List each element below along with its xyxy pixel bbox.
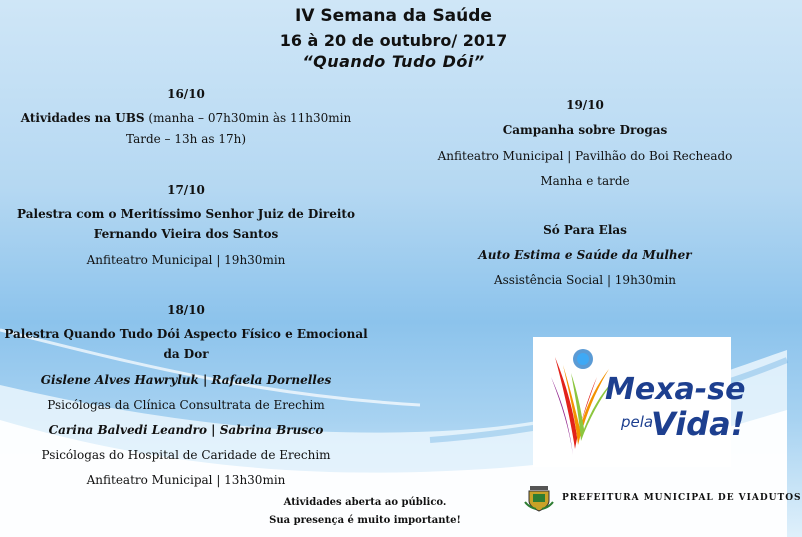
- day1-activity-title: Atividades na UBS: [20, 111, 145, 125]
- day2-title: Palestra com o Meritíssimo Senhor Juiz de Direito: [17, 207, 355, 221]
- municipal-coat-of-arms-icon: [524, 484, 554, 512]
- day2-date: 17/10: [167, 183, 205, 197]
- day4-date: 19/10: [566, 98, 604, 112]
- svg-text:Vida!: Vida!: [651, 405, 746, 443]
- day3-speakers-1: Gislene Alves Hawryluk | Rafaela Dornelles: [40, 373, 332, 387]
- day4-place: Anfiteatro Municipal | Pavilhão do Boi Recheado: [437, 149, 733, 163]
- day1-afternoon: Tarde – 13h as 17h): [126, 132, 246, 146]
- event-slogan: “Quando Tudo Dói”: [302, 52, 485, 71]
- day3-title: Palestra Quando Tudo Dói Aspecto Físico e Emocional: [4, 327, 368, 341]
- day3-place: Anfiteatro Municipal | 13h30min: [86, 473, 286, 487]
- svg-text:Mexa-se: Mexa-se: [605, 372, 746, 407]
- day3-role-1: Psicólogas da Clínica Consultrata de Erechim: [47, 398, 325, 412]
- prefeitura-signature: [524, 484, 802, 512]
- day3-date: 18/10: [167, 303, 205, 317]
- day3-role-2: Psicólogas do Hospital de Caridade de Erechim: [41, 448, 331, 462]
- day2-speaker: Fernando Vieira dos Santos: [93, 227, 279, 241]
- day5-subtitle: Auto Estima e Saúde da Mulher: [478, 248, 692, 262]
- day2-place: Anfiteatro Municipal | 19h30min: [86, 253, 286, 267]
- footer-public-notice: Atividades aberta ao público.: [283, 497, 447, 508]
- mexa-se-logo-icon: [533, 337, 746, 467]
- day5-place: Assistência Social | 19h30min: [493, 273, 677, 287]
- day1-activity: [0, 110, 372, 126]
- day4-title: Campanha sobre Drogas: [502, 123, 668, 137]
- day5-title: Só Para Elas: [543, 223, 627, 237]
- mexa-se-logo: [533, 337, 746, 467]
- event-dates: 16 à 20 de outubro/ 2017: [279, 31, 508, 50]
- day3-title-cont: da Dor: [163, 347, 209, 361]
- day4-time: Manha e tarde: [540, 174, 630, 188]
- svg-text:pela: pela: [621, 413, 654, 431]
- day1-activity-hours: (manha – 07h30min às 11h30min: [144, 111, 352, 125]
- event-title: IV Semana da Saúde: [295, 6, 492, 26]
- prefeitura-name: PREFEITURA MUNICIPAL DE VIADUTOS: [562, 493, 802, 503]
- footer-presence-note: Sua presença é muito importante!: [269, 515, 461, 526]
- day1-date: 16/10: [167, 87, 205, 101]
- day3-speakers-2: Carina Balvedi Leandro | Sabrina Brusco: [48, 423, 324, 437]
